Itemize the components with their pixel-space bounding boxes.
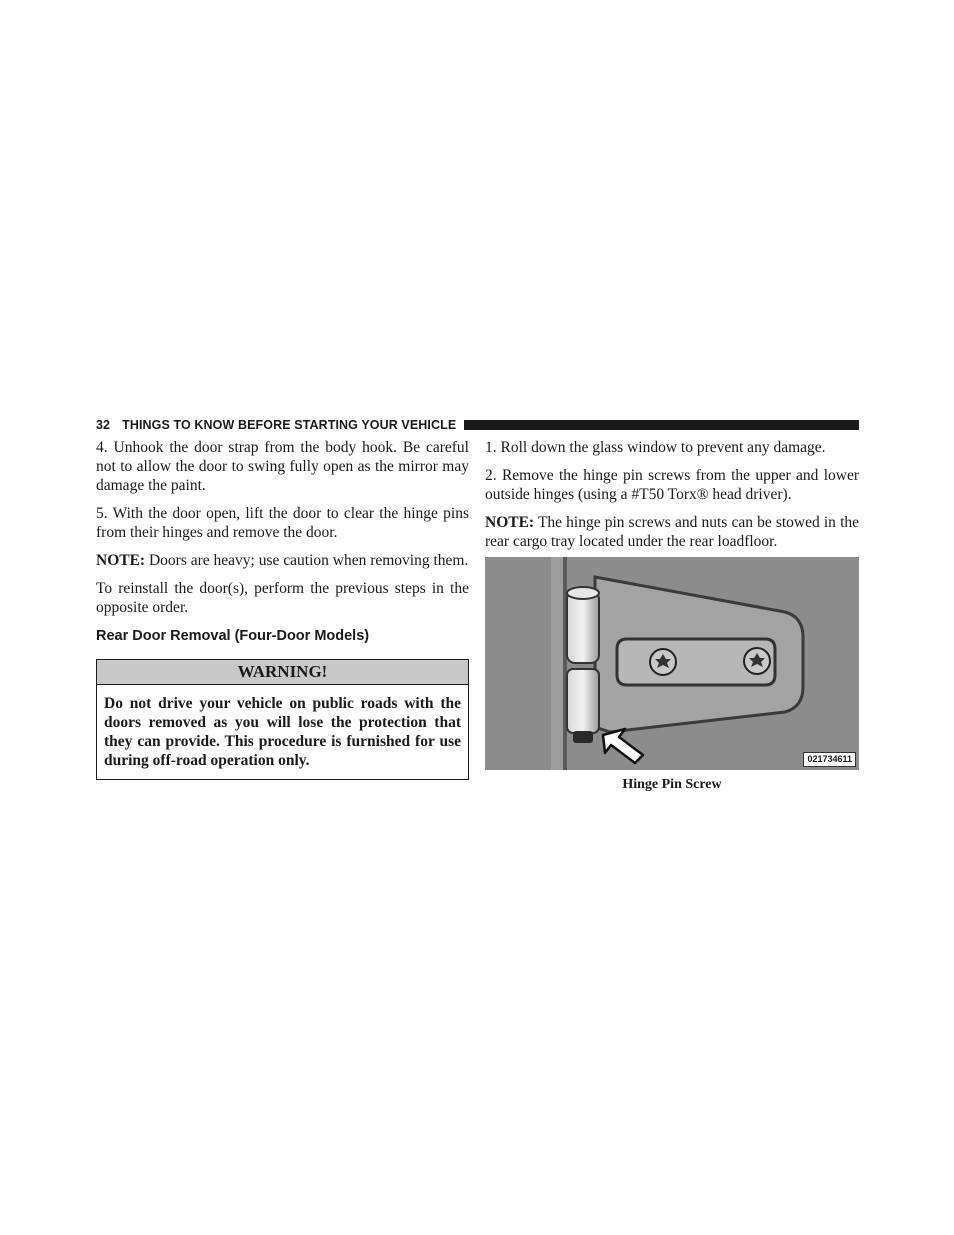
- note-paragraph-right: [485, 513, 859, 551]
- warning-title: WARNING!: [97, 660, 468, 685]
- reinstall-paragraph: To reinstall the door(s), perform the previous steps in the opposite order.: [96, 580, 469, 616]
- step-4-paragraph: 4. Unhook the door strap from the body hook. Be careful not to allow the door to swing fully open as the mirror may damage the paint.: [96, 439, 469, 494]
- left-column: [96, 438, 469, 780]
- right-column: [485, 438, 859, 560]
- step-1-paragraph: 1. Roll down the glass window to prevent any damage.: [485, 439, 826, 456]
- page-number: 32: [96, 418, 111, 432]
- hinge-illustration-svg: [485, 557, 859, 770]
- warning-text: Do not drive your vehicle on public roads with the doors removed as you will lose the protection that they can provide. This procedure is furnished for use during off-road operation only.: [104, 695, 461, 769]
- page-header: [96, 417, 859, 433]
- step-5-paragraph: 5. With the door open, lift the door to clear the hinge pins from their hinges and remove the door.: [96, 505, 469, 541]
- note-text-right: The hinge pin screws and nuts can be stowed in the rear cargo tray located under the rear loadfloor.: [485, 514, 859, 550]
- note-label-right: NOTE:: [485, 514, 535, 531]
- note-paragraph: [96, 551, 469, 570]
- step-2-paragraph: 2. Remove the hinge pin screws from the upper and lower outside hinges (using a #T50 Torx® head driver).: [485, 467, 859, 503]
- hinge-pin-illustration: [485, 557, 859, 770]
- figure-caption: Hinge Pin Screw: [622, 777, 722, 792]
- note-label: NOTE:: [96, 552, 146, 569]
- header-rule: [464, 420, 859, 430]
- section-title: THINGS TO KNOW BEFORE STARTING YOUR VEHICLE: [122, 418, 457, 432]
- warning-box: [96, 659, 469, 780]
- figure-id-label: 021734611: [803, 752, 856, 767]
- note-text: Doors are heavy; use caution when removing them.: [145, 552, 469, 569]
- section-heading: Rear Door Removal (Four-Door Models): [96, 628, 370, 644]
